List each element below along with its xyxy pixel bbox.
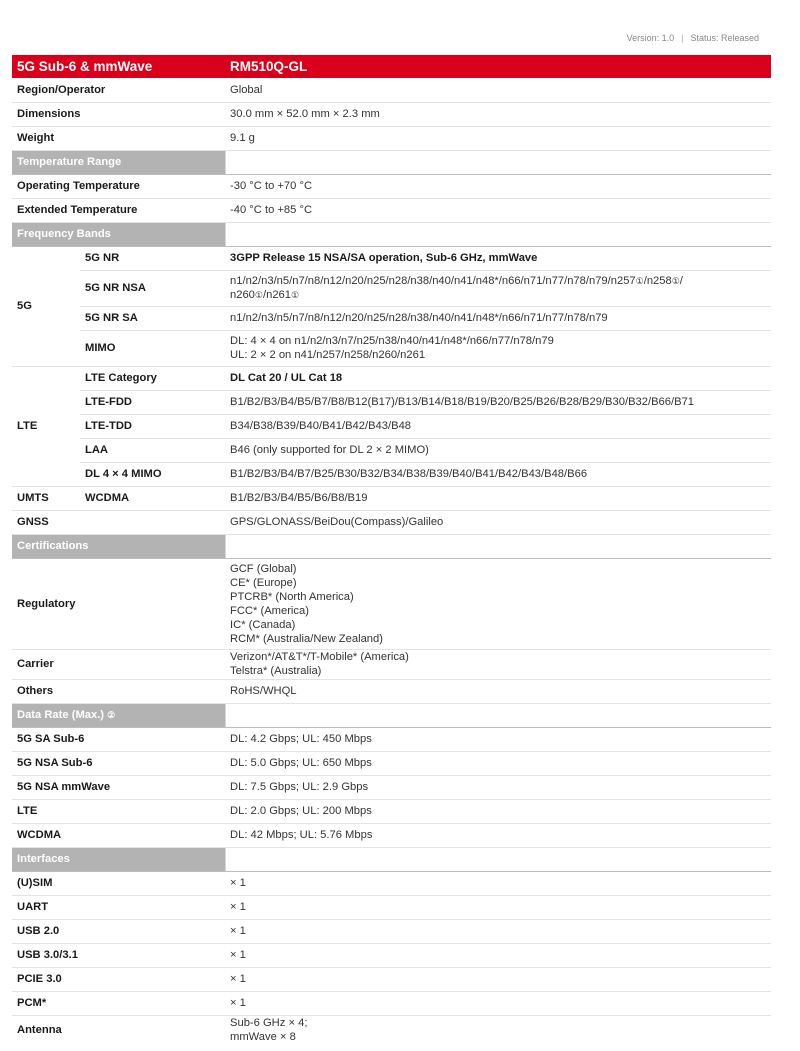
list-item: Sub-6 GHz × 4; (230, 1017, 308, 1030)
row-label: DL 4 × 4 MIMO (80, 462, 225, 486)
row-label: Antenna (17, 1024, 62, 1037)
group-label-5g: 5G (12, 246, 80, 366)
row-value: × 1 (225, 871, 771, 895)
row-value: DL: 5.0 Gbps; UL: 650 Mbps (225, 751, 771, 775)
section-header-temperature (12, 150, 771, 174)
table-row (12, 390, 771, 414)
row-value: 9.1 g (225, 126, 771, 150)
product-category: 5G Sub-6 & mmWave (12, 55, 225, 78)
row-label: MIMO (80, 330, 225, 366)
row-label: Extended Temperature (12, 198, 225, 222)
row-value: B34/B38/B39/B40/B41/B42/B43/B48 (225, 414, 771, 438)
table-row (12, 751, 771, 775)
spec-table (12, 55, 771, 1045)
row-label: LTE-TDD (80, 414, 225, 438)
row-label: (U)SIM (12, 871, 225, 895)
row-value: n1/n2/n3/n5/n7/n8/n12/n20/n25/n28/n38/n40/n41/n48*/n66/n71/n77/n78/n79 (225, 306, 771, 330)
table-row (12, 246, 771, 270)
table-row (12, 799, 771, 823)
row-label: Carrier (12, 649, 225, 679)
row-value: DL: 7.5 Gbps; UL: 2.9 Gbps (225, 775, 771, 799)
row-value: DL Cat 20 / UL Cat 18 (225, 366, 771, 390)
row-label: LTE (12, 799, 225, 823)
row-label: WCDMA (80, 486, 225, 510)
section-header-data-rate (12, 703, 771, 727)
row-value: × 1 (225, 991, 771, 1015)
antenna-list (225, 1015, 771, 1045)
table-row (12, 991, 771, 1015)
table-row (12, 486, 771, 510)
list-item: mmWave × 8 (230, 1031, 296, 1044)
list-item: FCC* (America) (230, 604, 309, 617)
row-label: 5G NR (80, 246, 225, 270)
table-row (12, 198, 771, 222)
table-row (12, 558, 771, 649)
row-value: Global (225, 78, 771, 102)
row-value: GPS/GLONASS/BeiDou(Compass)/Galileo (225, 510, 771, 534)
row-label: 5G NSA Sub-6 (12, 751, 225, 775)
table-row (12, 174, 771, 198)
separator: | (681, 33, 684, 43)
table-row (12, 943, 771, 967)
section-title: Certifications (12, 534, 225, 558)
row-value: B46 (only supported for DL 2 × 2 MIMO) (225, 438, 771, 462)
note-1-mark: ① (290, 290, 300, 300)
table-row (12, 126, 771, 150)
row-label: PCIE 3.0 (12, 967, 225, 991)
list-item: CE* (Europe) (230, 576, 297, 589)
table-row (12, 679, 771, 703)
list-item: RCM* (Australia/New Zealand) (230, 632, 383, 645)
table-row (12, 510, 771, 534)
row-label: LAA (80, 438, 225, 462)
table-row (12, 871, 771, 895)
row-label: 5G SA Sub-6 (12, 727, 225, 751)
row-value: DL: 4 × 4 on n1/n2/n3/n7/n25/n38/n40/n41/n48*/n66/n77/n78/n79 UL: 2 × 2 on n41/n257/n258/n260/n261 (225, 330, 771, 366)
row-label: PCM* (12, 991, 225, 1015)
section-title: Temperature Range (12, 150, 225, 174)
table-row (12, 306, 771, 330)
table-row (12, 727, 771, 751)
row-value: 3GPP Release 15 NSA/SA operation, Sub-6 GHz, mmWave (225, 246, 771, 270)
table-row (12, 102, 771, 126)
row-value: -40 °C to +85 °C (225, 198, 771, 222)
carrier-list (225, 649, 771, 679)
section-header-frequency-bands (12, 222, 771, 246)
row-value: B1/B2/B3/B4/B5/B7/B8/B12(B17)/B13/B14/B18/B19/B20/B25/B26/B28/B29/B30/B32/B66/B71 (225, 390, 771, 414)
row-value: × 1 (225, 943, 771, 967)
row-label: GNSS (12, 510, 225, 534)
row-value: -30 °C to +70 °C (225, 174, 771, 198)
section-title: Interfaces (12, 847, 225, 871)
note-1-mark: ① (635, 276, 644, 286)
row-label: LTE Category (80, 366, 225, 390)
row-value: × 1 (225, 919, 771, 943)
row-value: DL: 42 Mbps; UL: 5.76 Mbps (225, 823, 771, 847)
title-row (12, 55, 771, 78)
row-label: UART (12, 895, 225, 919)
section-header-certifications (12, 534, 771, 558)
list-item: IC* (Canada) (230, 618, 296, 631)
table-row (12, 78, 771, 102)
table-row (12, 1015, 771, 1045)
row-label: 5G NR SA (80, 306, 225, 330)
row-label: Others (12, 679, 225, 703)
table-row (12, 414, 771, 438)
section-header-interfaces (12, 847, 771, 871)
row-label: Dimensions (12, 102, 225, 126)
row-label: USB 2.0 (12, 919, 225, 943)
row-value: × 1 (225, 895, 771, 919)
row-value: 30.0 mm × 52.0 mm × 2.3 mm (225, 102, 771, 126)
row-value: RoHS/WHQL (225, 679, 771, 703)
row-value: n1/n2/n3/n5/n7/n8/n12/n20/n25/n28/n38/n40/n41/n48*/n66/n71/n77/n78/n79/n257①/n258①/ n260①/n261① (225, 270, 771, 306)
list-item: Verizon*/AT&T*/T-Mobile* (America) (230, 651, 409, 663)
section-title: Data Rate (Max.) ② (12, 703, 225, 727)
row-value: × 1 (225, 967, 771, 991)
row-value: DL: 2.0 Gbps; UL: 200 Mbps (225, 799, 771, 823)
row-label: LTE-FDD (80, 390, 225, 414)
table-row (12, 775, 771, 799)
row-label: 5G NR NSA (80, 270, 225, 306)
section-title: Frequency Bands (12, 222, 225, 246)
row-label: Region/Operator (12, 78, 225, 102)
row-value: DL: 4.2 Gbps; UL: 450 Mbps (225, 727, 771, 751)
note-1-mark: ① (671, 276, 680, 286)
row-value: B1/B2/B3/B4/B5/B6/B8/B19 (225, 486, 771, 510)
table-row (12, 823, 771, 847)
note-1-mark: ① (254, 290, 263, 300)
group-label-umts: UMTS (12, 486, 80, 510)
list-item: Telstra* (Australia) (230, 665, 322, 677)
row-label: Operating Temperature (12, 174, 225, 198)
product-model: RM510Q-GL (225, 55, 771, 78)
row-label: Regulatory (12, 558, 225, 649)
row-value: B1/B2/B3/B4/B7/B25/B30/B32/B34/B38/B39/B40/B41/B42/B43/B48/B66 (225, 462, 771, 486)
row-label: Weight (12, 126, 225, 150)
table-row (12, 330, 771, 366)
list-item: PTCRB* (North America) (230, 590, 354, 603)
status-text: Status: Released (690, 33, 759, 43)
table-row (12, 919, 771, 943)
table-row (12, 895, 771, 919)
table-row (12, 649, 771, 679)
table-row (12, 438, 771, 462)
document-version-status (627, 33, 759, 43)
table-row (12, 462, 771, 486)
note-2-mark: ② (107, 710, 116, 720)
group-label-lte: LTE (12, 366, 80, 486)
list-item: GCF (Global) (230, 562, 297, 575)
version-text: Version: 1.0 (626, 33, 675, 43)
table-row (12, 967, 771, 991)
regulatory-list (225, 558, 771, 649)
table-row (12, 366, 771, 390)
row-label: USB 3.0/3.1 (12, 943, 225, 967)
row-label: WCDMA (12, 823, 225, 847)
row-label: 5G NSA mmWave (12, 775, 225, 799)
table-row (12, 270, 771, 306)
